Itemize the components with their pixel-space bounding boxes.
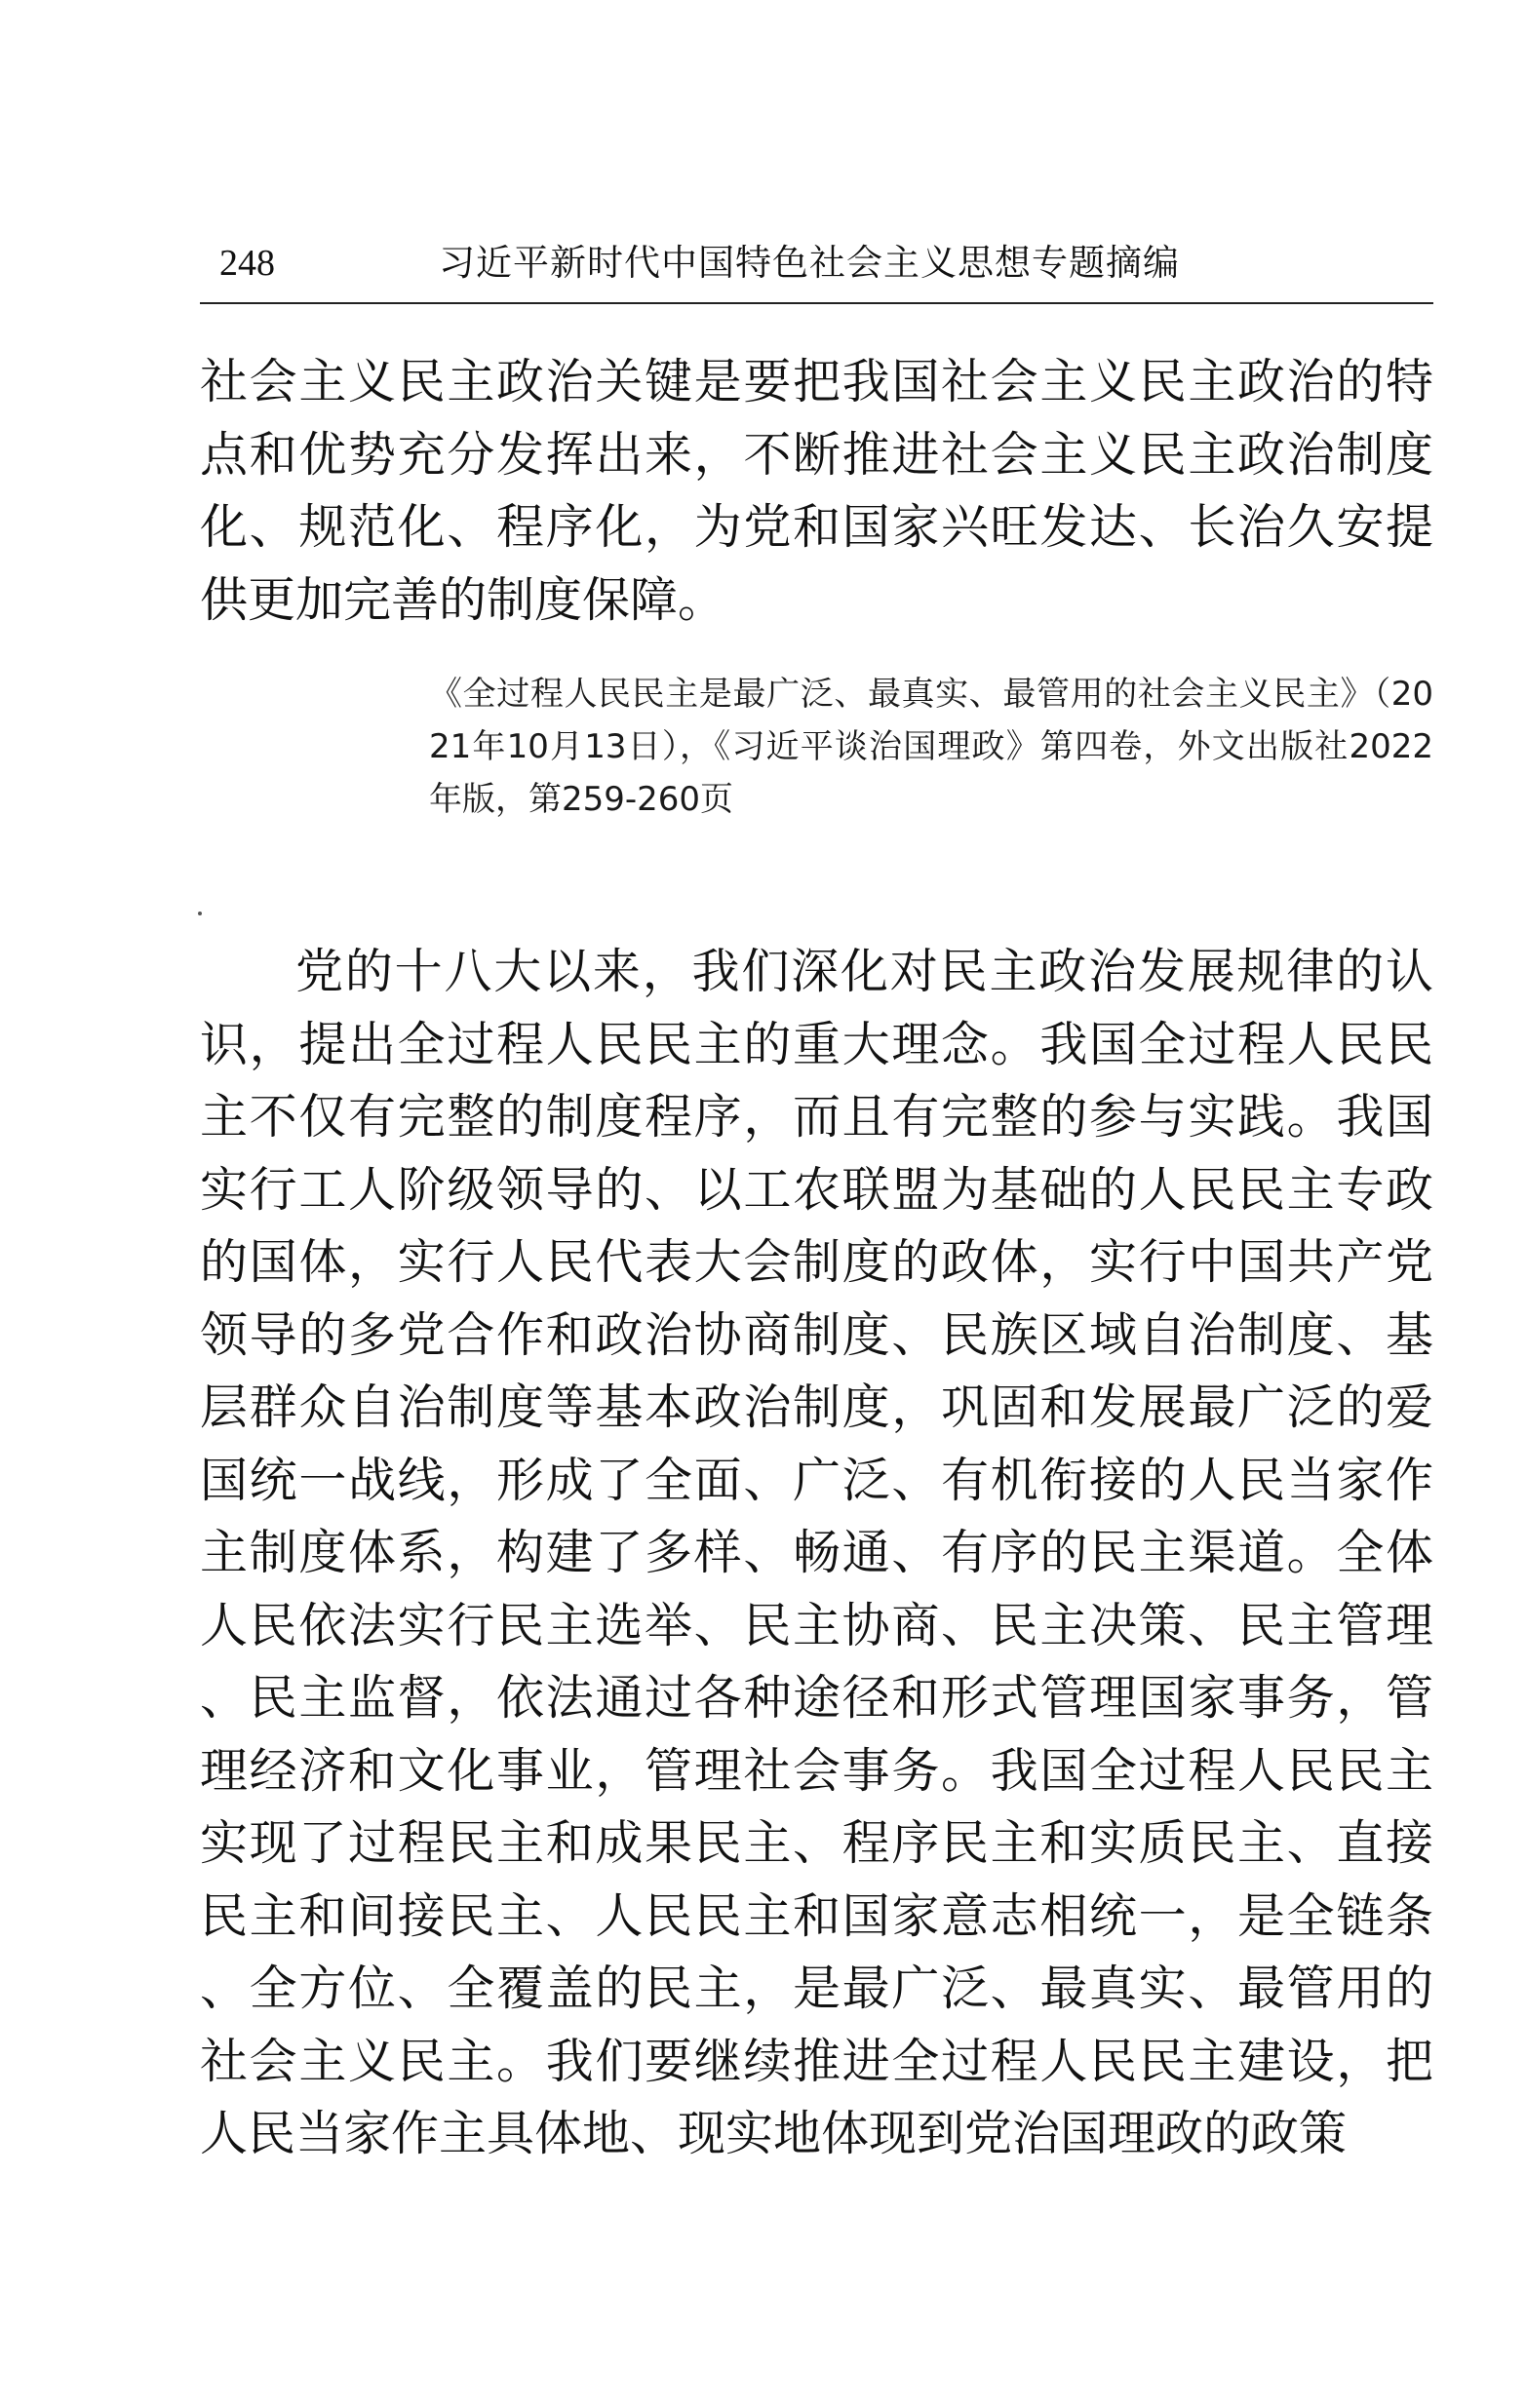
running-title: 习近平新时代中国特色社会主义思想专题摘编: [439, 242, 1180, 284]
page-number: 248: [219, 243, 275, 284]
print-speck: [198, 912, 202, 915]
page-header: [200, 234, 1433, 304]
paragraph-1: 社会主义民主政治关键是要把我国社会主义民主政治的特点和优势充分发挥出来，不断推进社会主义民主政治制度化、规范化、程序化，为党和国家兴旺发达、长治久安提供更加完善的制度保障。: [200, 354, 1433, 628]
citation: 《全过程人民民主是最广泛、最真实、最管用的社会主义民主》（2021年10月13日），《习近平谈治国理政》第四卷，外文出版社2022年版，第259-260页: [429, 675, 1433, 819]
paragraph-2: 党的十八大以来，我们深化对民主政治发展规律的认识，提出全过程人民民主的重大理念。我国全过程人民民主不仅有完整的制度程序，而且有完整的参与实践。我国实行工人阶级领导的、以工农联盟为基础的人民民主专政的国体，实行人民代表大会制度的政体，实行中国共产党领导的多党合作和政治协商制度、民族区域自治制度、基层群众自治制度等基本政治制度，巩固和发展最广泛的爱国统一战线，形成了全面、广泛、有机衔接的人民当家作主制度体系，构建了多样、畅通、有序的民主渠道。全体人民依法实行民主选举、民主协商、民主决策、民主管理、民主监督，依法通过各种途径和形式管理国家事务，管理经济和文化事业，管理社会事务。我国全过程人民民主实现了过程民主和成果民主、程序民主和实质民主、直接民主和间接民主、人民民主和国家意志相统一，是全链条、全方位、全覆盖的民主，是最广泛、最真实、最管用的社会主义民主。我们要继续推进全过程人民民主建设，把人民当家作主具体地、现实地体现到党治国理政的政策: [200, 944, 1433, 2161]
